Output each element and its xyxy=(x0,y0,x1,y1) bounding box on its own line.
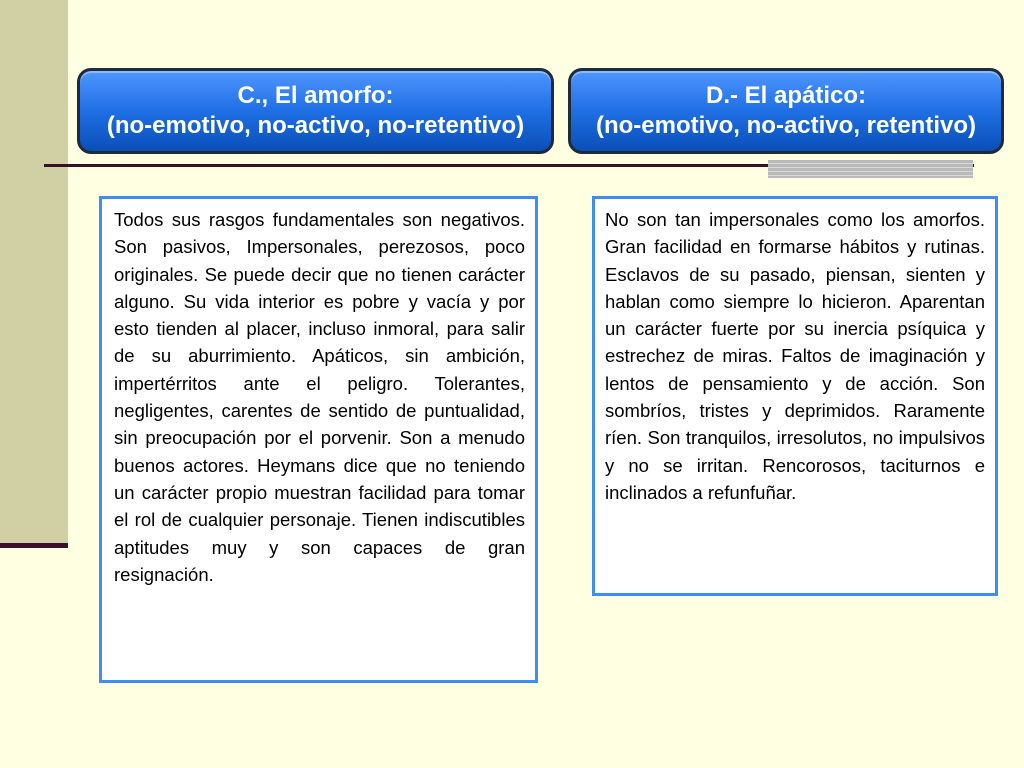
amorfo-description-box xyxy=(99,196,538,683)
apatico-title: D.- El apático: xyxy=(705,82,867,109)
amorfo-subtitle: (no-emotivo, no-activo, no-retentivo) xyxy=(106,112,525,139)
left-band-underline xyxy=(0,543,68,548)
left-decorative-band xyxy=(0,0,68,548)
amorfo-title-box xyxy=(77,68,554,154)
amorfo-description: Todos sus rasgos fundamentales son negativos. Son pasivos, Impersonales, perezosos, poco originales. Se puede decir que no tienen carácter alguno. Su vida interior es pobre y vacía y por esto tienden al placer, incluso inmoral, para salir de su aburrimiento. Apáticos, sin ambición, impertérritos ante el peligro. Tolerantes, negligentes, carentes de sentido de puntualidad, sin preocupación por el porvenir. Son a menudo buenos actores. Heymans dice que no teniendo un carácter propio muestran facilidad para tomar el rol de cualquier personaje. Tienen indiscutibles aptitudes muy y son capaces de gran resignación. xyxy=(114,209,525,585)
amorfo-title: C., El amorfo: xyxy=(237,82,394,109)
apatico-title-box xyxy=(568,68,1004,154)
apatico-description-box xyxy=(592,196,998,596)
apatico-subtitle: (no-emotivo, no-activo, retentivo) xyxy=(595,112,976,139)
apatico-description: No son tan impersonales como los amorfos. Gran facilidad en formarse hábitos y rutinas. Esclavos de su pasado, piensan, sienten y hablan como siempre lo hicieron. Aparentan un carácter fuerte por su inercia psíquica y estrechez de miras. Faltos de imaginación y lentos de pensamiento y de acción. Son sombríos, tristes y deprimidos. Raramente ríen. Son tranquilos, irresolutos, no impulsivos y no se irritan. Rencorosos, taciturnos e inclinados a refunfuñar. xyxy=(605,209,985,503)
gray-striped-accent xyxy=(768,160,973,178)
